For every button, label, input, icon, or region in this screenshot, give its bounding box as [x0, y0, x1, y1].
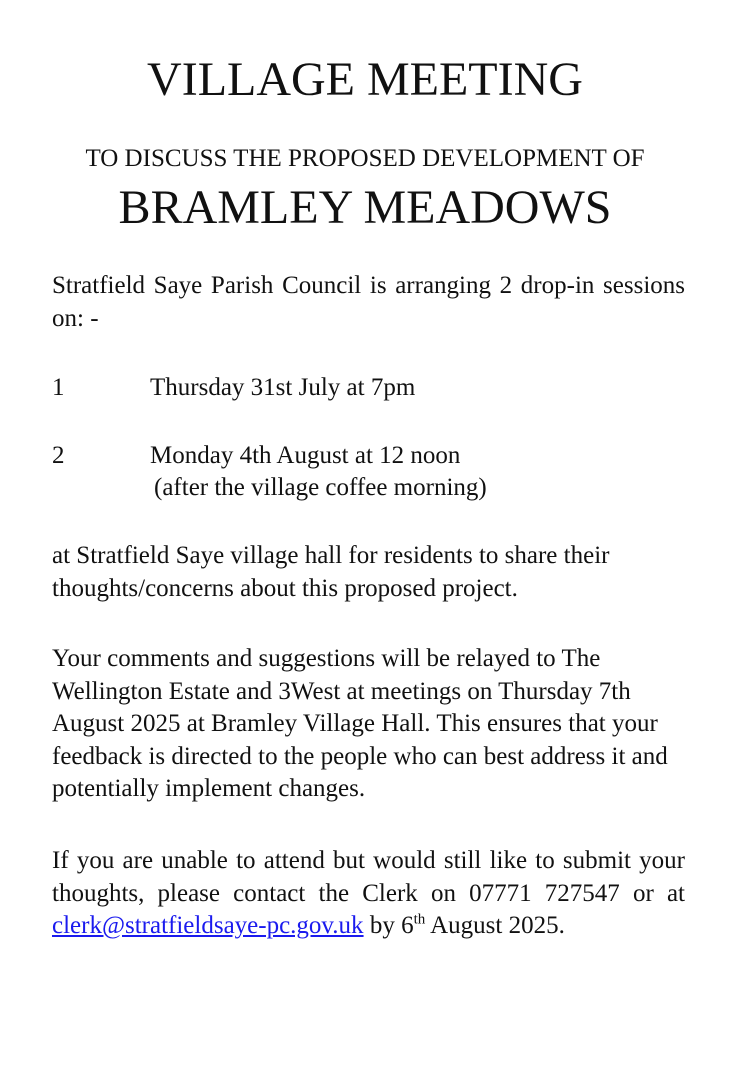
- session-number: 1: [52, 374, 65, 401]
- location-paragraph: at Stratfield Saye village hall for residents to share their thoughts/concerns about this proposed project.: [52, 542, 610, 602]
- intro-paragraph: Stratfield Saye Parish Council is arranging 2 drop-in sessions on: -: [52, 272, 685, 332]
- contact-text: If you are unable to attend but would still like to submit your thoughts, please contact the Clerk on 07771 727547 or at: [52, 847, 685, 907]
- page-subtitle: TO DISCUSS THE PROPOSED DEVELOPMENT OF: [85, 145, 645, 172]
- clerk-email-link[interactable]: clerk@stratfieldsaye-pc.gov.uk: [52, 912, 364, 939]
- session-text: Monday 4th August at 12 noon: [150, 442, 461, 469]
- comments-paragraph: Your comments and suggestions will be relayed to The Wellington Estate and 3West at meetings on Thursday 7th August 2025 at Bramley Village Hall. This ensures that your feedback is directed to the people who can best address it and potentially implement changes.: [52, 645, 668, 802]
- page-title: VILLAGE MEETING: [147, 53, 583, 106]
- contact-deadline-text: by 6: [363, 912, 414, 939]
- session-text: Thursday 31st July at 7pm: [150, 374, 416, 401]
- contact-deadline-month: August 2025.: [425, 912, 565, 939]
- session-note: (after the village coffee morning): [154, 474, 487, 501]
- ordinal-suffix: th: [413, 911, 426, 928]
- project-name: BRAMLEY MEADOWS: [118, 181, 612, 234]
- contact-paragraph: [52, 845, 685, 943]
- session-number: 2: [52, 442, 65, 469]
